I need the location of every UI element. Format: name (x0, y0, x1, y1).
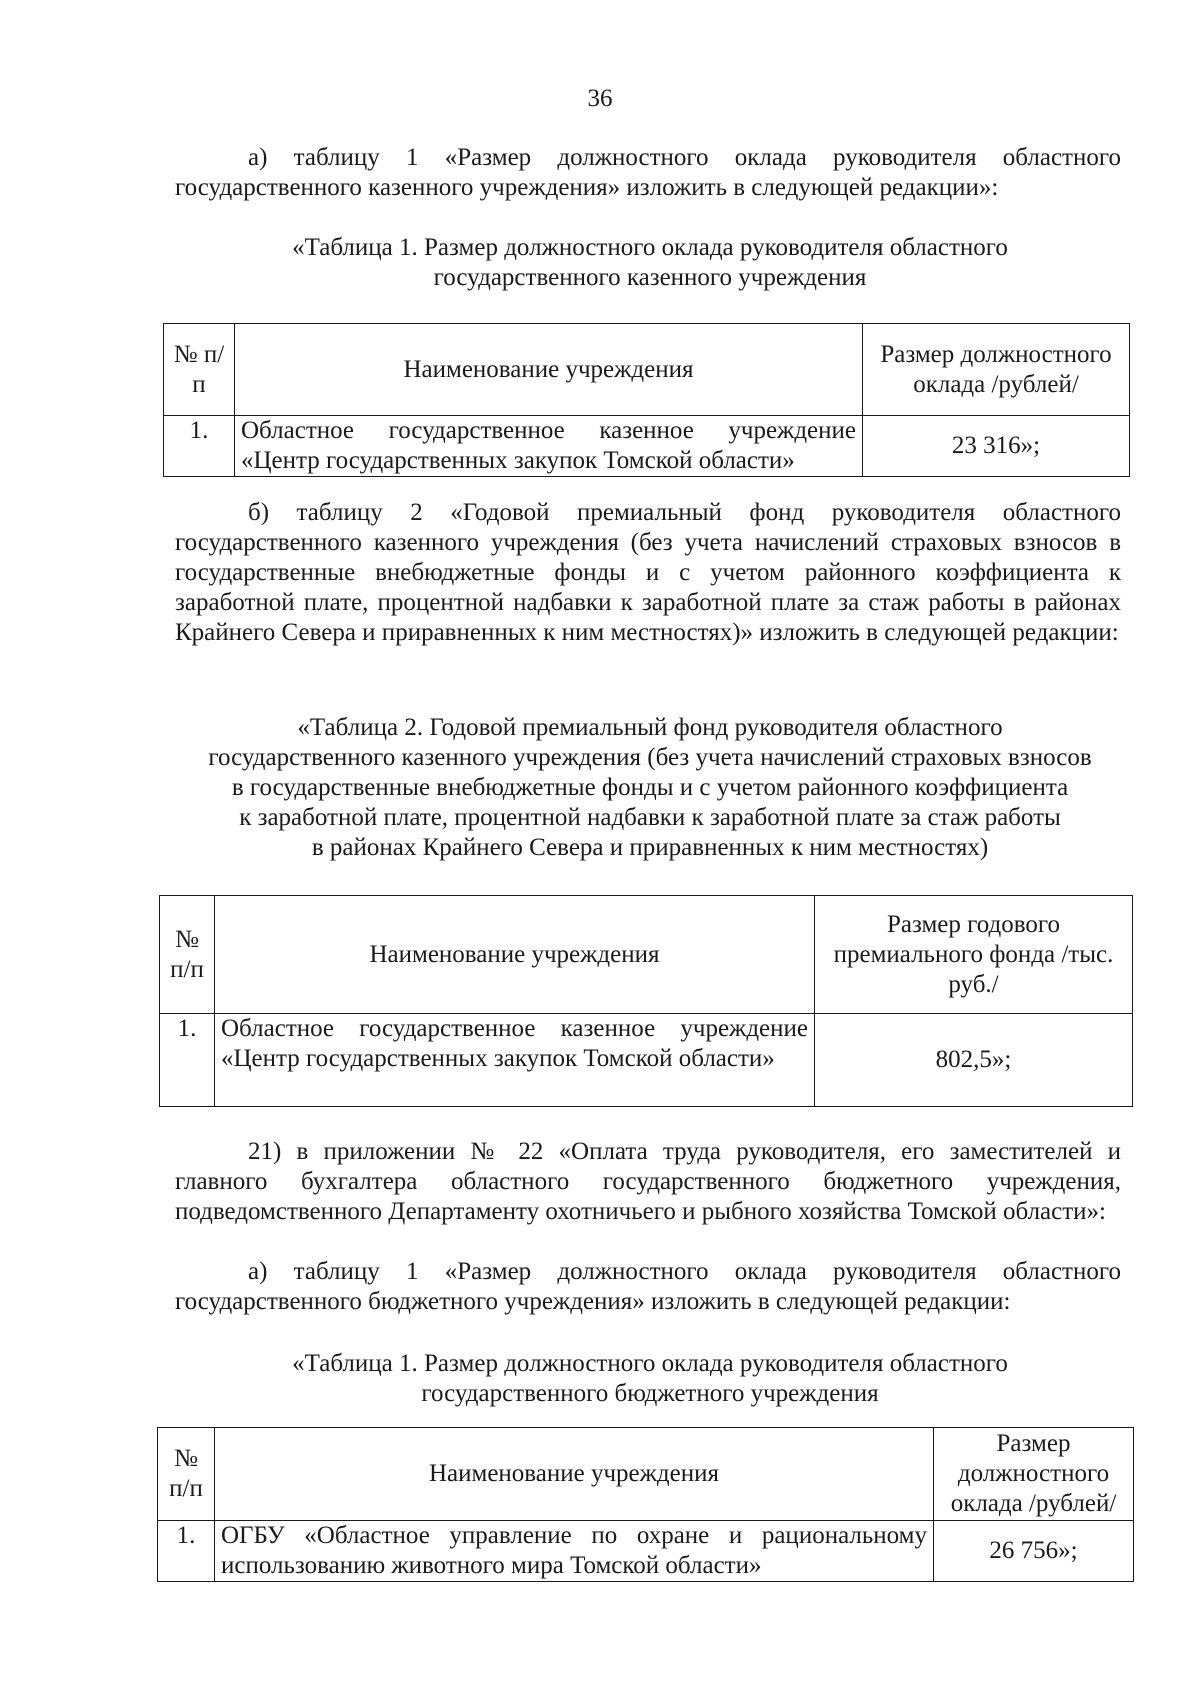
paragraph-21: 21) в приложении № 22 «Оплата труда руководителя, его заместителей и главного бухгалтера областного государственного бюджетного учреждения, подведомственного Департаменту охотничьего и рыбного хозяйства Томской области»: (175, 1138, 1121, 1225)
table3-header-row (158, 1428, 1134, 1521)
table1-header-num: № п/п (164, 324, 235, 416)
table-row (158, 1521, 1134, 1582)
table1-row1-num: 1. (164, 416, 235, 477)
table2-row1-num: 1. (160, 1014, 215, 1107)
table2-caption-line: в районах Крайнего Севера и приравненных к ним местностях) (311, 834, 989, 861)
table1-row1-value: 23 316»; (863, 416, 1130, 477)
table-row (160, 1014, 1133, 1107)
paragraph-b-table2: б) таблицу 2 «Годовой премиальный фонд руководителя областного государственного казенного учреждения (без учета начислений страховых взносов в государственные внебюджетные фонды и с учетом районного коэффициента к заработной плате, процентной надбавки к заработной плате за стаж работы в районах Крайнего Севера и приравненных к ним местностях)» изложить в следующей редакции: (175, 499, 1121, 646)
table2-caption (160, 713, 1140, 863)
paragraph-a-table1-budget: а) таблицу 1 «Размер должностного оклада руководителя областного государственного бюджетного учреждения» изложить в следующей редакции: (175, 1258, 1121, 1315)
table2-header-name: Наименование учреждения (215, 896, 815, 1014)
table1-caption (160, 233, 1140, 293)
table1-row1-name: Областное государственное казенное учреждение «Центр государственных закупок Томской области» (235, 416, 863, 477)
table3-caption-line: государственного бюджетного учреждения (421, 1380, 879, 1407)
table2-row1-value: 802,5»; (815, 1014, 1133, 1107)
table3-caption (160, 1349, 1140, 1409)
table3-header-value: Размер должностного оклада /рублей/ (934, 1428, 1134, 1521)
page-number: 36 (587, 85, 613, 112)
table1-caption-line: «Таблица 1. Размер должностного оклада руководителя областного (292, 234, 1008, 261)
table2-caption-line: государственного казенного учреждения (без учета начислений страховых взносов (208, 744, 1092, 771)
table1-header-name: Наименование учреждения (235, 324, 863, 416)
table3-row1-num: 1. (158, 1521, 215, 1582)
table2-row1-name: Областное государственное казенное учреждение «Центр государственных закупок Томской области» (215, 1014, 815, 1107)
table1-header-value: Размер должностного оклада /рублей/ (863, 324, 1130, 416)
table2-caption-line: «Таблица 2. Годовой премиальный фонд руководителя областного (297, 714, 1003, 741)
table3 (157, 1427, 1134, 1582)
table1-header-row (164, 324, 1130, 416)
table3-header-name: Наименование учреждения (215, 1428, 934, 1521)
table2 (159, 895, 1133, 1107)
table2-caption-line: в государственные внебюджетные фонды и с учетом районного коэффициента (231, 774, 1069, 801)
table3-caption-line: «Таблица 1. Размер должностного оклада руководителя областного (292, 1350, 1008, 1377)
table1-caption-line: государственного казенного учреждения (433, 264, 867, 291)
table1 (163, 323, 1130, 477)
paragraph-a-table1: а) таблицу 1 «Размер должностного оклада руководителя областного государственного казенного учреждения» изложить в следующей редакции»: (175, 144, 1121, 201)
table2-caption-line: к заработной плате, процентной надбавки к заработной плате за стаж работы (239, 804, 1061, 831)
table2-header-value: Размер годового премиального фонда /тыс. руб./ (815, 896, 1133, 1014)
table2-header-row (160, 896, 1133, 1014)
table3-row1-value: 26 756»; (934, 1521, 1134, 1582)
table3-header-num: № п/п (158, 1428, 215, 1521)
table-row (164, 416, 1130, 477)
table2-header-num: № п/п (160, 896, 215, 1014)
table3-row1-name: ОГБУ «Областное управление по охране и рациональному использованию животного мира Томской области» (215, 1521, 934, 1582)
